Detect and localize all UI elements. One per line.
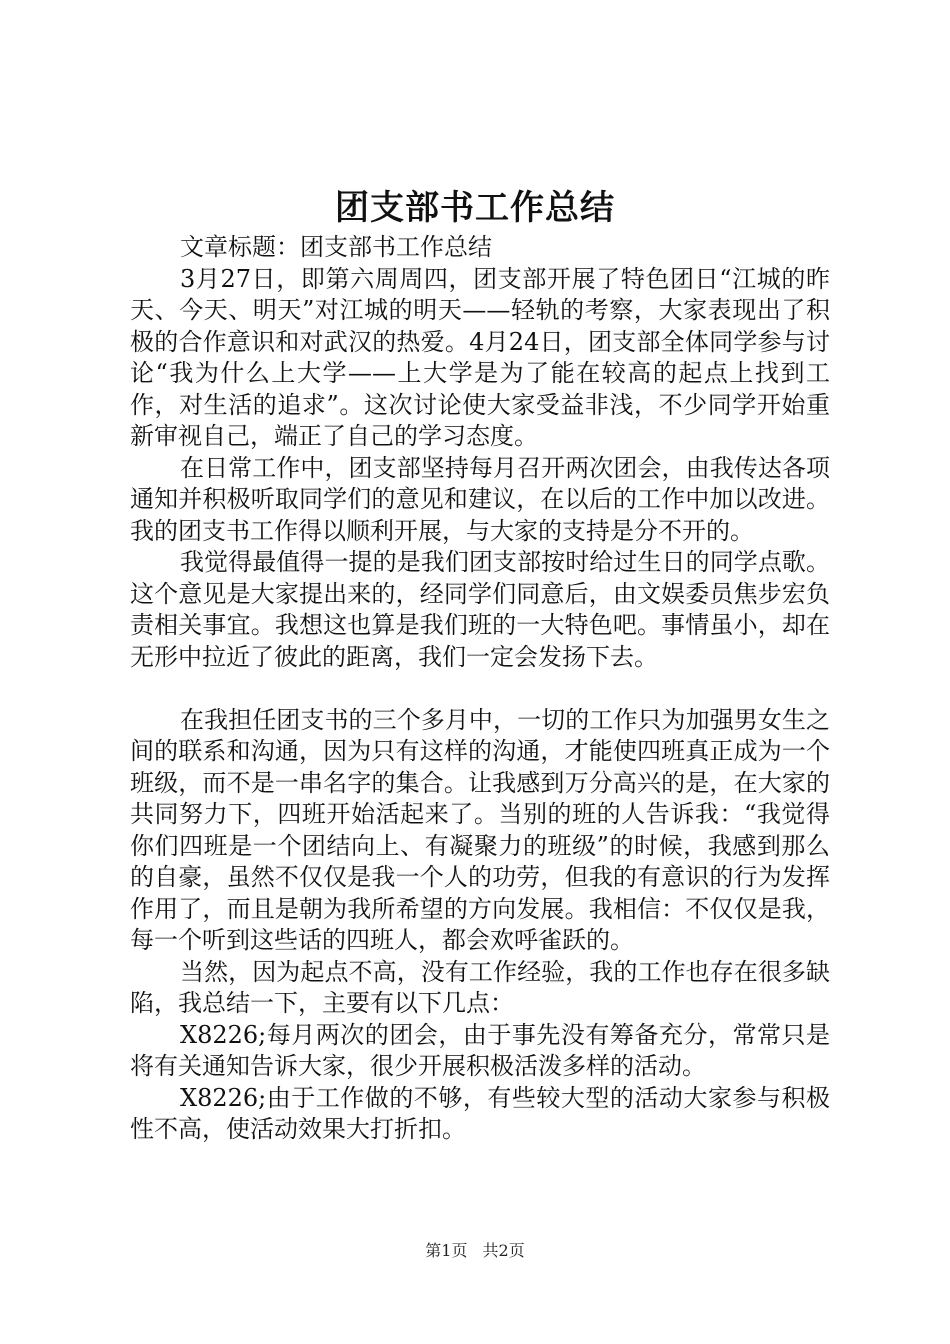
paragraph-shortcoming-1: X8226;每月两次的团会，由于事先没有筹备充分，常常只是将有关通知告诉大家，很少开展积极活泼多样的活动。 xyxy=(130,1020,830,1080)
document-body xyxy=(130,232,830,1146)
paragraph-birthday-songs: 我觉得最值得一提的是我们团支部按时给过生日的同学点歌。这个意见是大家提出来的，经同学们同意后，由文娱委员焦步宏负责相关事宜。我想这也算是我们班的一大特色吧。事情虽小，却在无形中拉近了彼此的距离，我们一定会发扬下去。 xyxy=(130,548,830,671)
page-footer xyxy=(0,1240,950,1262)
page-number-total: 共2页 xyxy=(482,1241,525,1260)
page-number-current: 第1页 xyxy=(425,1241,468,1260)
paragraph-shortcomings-intro: 当然，因为起点不高，没有工作经验，我的工作也存在很多缺陷，我总结一下，主要有以下几点： xyxy=(130,957,830,1017)
paragraph-daily-work: 在日常工作中，团支部坚持每月召开两次团会，由我传达各项通知并积极听取同学们的意见和建议，在以后的工作中加以改进。我的团支书工作得以顺利开展，与大家的支持是分不开的。 xyxy=(130,453,830,545)
paragraph-three-months: 在我担任团支书的三个多月中，一切的工作只为加强男女生之间的联系和沟通，因为只有这样的沟通，才能使四班真正成为一个班级，而不是一串名字的集合。让我感到万分高兴的是，在大家的共同努力下，四班开始活起来了。当别的班的人告诉我：“我觉得你们四班是一个团结向上、有凝聚力的班级”的时候，我感到那么的自豪，虽然不仅仅是我一个人的功劳，但我的有意识的行为发挥作用了，而且是朝为我所希望的方向发展。我相信：不仅仅是我，每一个听到这些话的四班人，都会欢呼雀跃的。 xyxy=(130,705,830,954)
paragraph-article-title: 文章标题：团支部书工作总结 xyxy=(180,233,492,261)
document-title: 团支部书工作总结 xyxy=(335,188,615,228)
paragraph-shortcoming-2: X8226;由于工作做的不够，有些较大型的活动大家参与积极性不高，使活动效果大打折扣。 xyxy=(130,1083,830,1143)
paragraph-team-day: 3月27日，即第六周周四，团支部开展了特色团日“江城的昨天、今天、明天”对江城的明天——轻轨的考察，大家表现出了积极的合作意识和对武汉的热爱。4月24日，团支部全体同学参与讨论“我为什么上大学——上大学是为了能在较高的起点上找到工作，对生活的追求”。这次讨论使大家受益非浅，不少同学开始重新审视自己，端正了自己的学习态度。 xyxy=(130,264,830,450)
paragraph-spacer xyxy=(130,673,830,705)
